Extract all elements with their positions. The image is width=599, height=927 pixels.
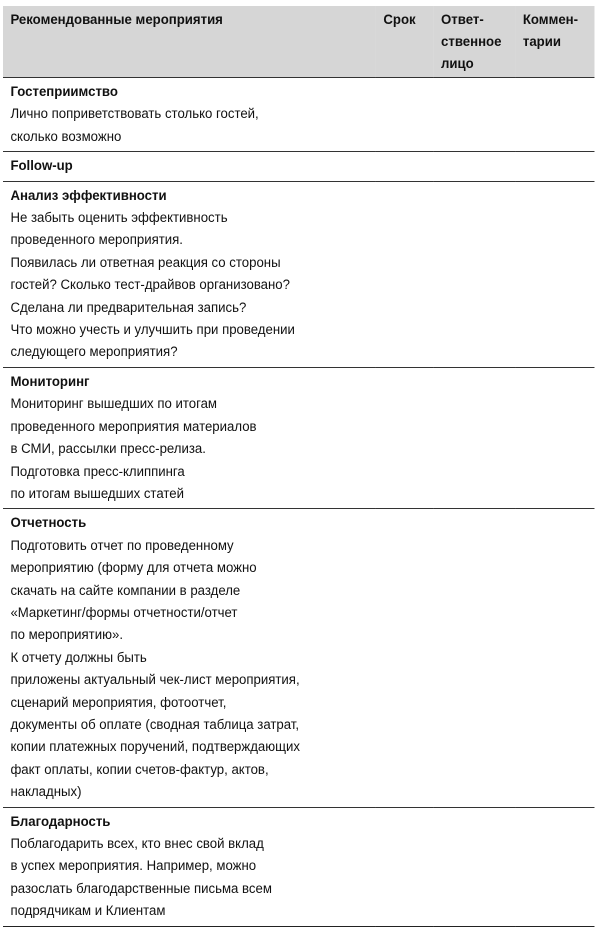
section-text-line: в успех мероприятия. Например, можно bbox=[10, 858, 257, 875]
header-deadline: Срок bbox=[376, 6, 434, 78]
activity-cell bbox=[3, 509, 376, 807]
comments-cell bbox=[515, 367, 594, 508]
table-row bbox=[3, 181, 594, 367]
activity-cell bbox=[3, 807, 376, 926]
deadline-cell bbox=[376, 807, 434, 926]
section-text-line: Не забыть оценить эффективность bbox=[10, 210, 228, 227]
section-text-line: скачать на сайте компании в разделе bbox=[10, 582, 241, 599]
header-row bbox=[3, 6, 594, 78]
activity-cell bbox=[3, 181, 376, 367]
section-text-line: Поблагодарить всех, кто внес свой вклад bbox=[10, 836, 264, 852]
section-text-line: Сделана ли предварительная запись? bbox=[10, 299, 247, 316]
responsible-cell bbox=[434, 181, 516, 367]
section-text-line: разослать благодарственные письма всем bbox=[10, 880, 272, 897]
table-body bbox=[3, 78, 594, 927]
table-row bbox=[3, 78, 594, 152]
deadline-cell bbox=[376, 181, 434, 367]
activity-cell bbox=[3, 78, 376, 152]
header-responsible: Ответ-ственное лицо bbox=[434, 6, 516, 78]
section-text-line: мероприятию (форму для отчета можно bbox=[10, 560, 257, 577]
responsible-cell bbox=[434, 78, 516, 152]
section-title: Анализ эффективности bbox=[10, 187, 167, 204]
section-text-line: сколько возможно bbox=[10, 128, 122, 145]
comments-cell bbox=[515, 509, 594, 807]
table-header bbox=[3, 6, 594, 78]
header-comments: Коммен-тарии bbox=[515, 6, 594, 78]
section-text-line: накладных) bbox=[10, 784, 82, 801]
section-text-line: проведенного мероприятия материалов bbox=[10, 418, 257, 435]
activity-cell bbox=[3, 367, 376, 508]
section-text-line: сценарий мероприятия, фотоотчет, bbox=[10, 694, 227, 711]
header-activity: Рекомендованные мероприятия bbox=[3, 6, 376, 78]
section-text-line: гостей? Сколько тест-драйвов организовано? bbox=[10, 277, 290, 294]
responsible-cell bbox=[434, 807, 516, 926]
section-text-line: приложены актуальный чек-лист мероприятия, bbox=[10, 672, 300, 689]
section-text-line: подрядчикам и Клиентам bbox=[10, 903, 166, 920]
section-text-line: Что можно учесть и улучшить при проведении bbox=[10, 322, 295, 339]
section-text-line: Появилась ли ответная реакция со стороны bbox=[10, 254, 281, 271]
section-text-line: копии платежных поручений, подтверждающих bbox=[10, 739, 300, 756]
comments-cell bbox=[515, 152, 594, 181]
deadline-cell bbox=[376, 509, 434, 807]
section-text-line: «Маркетинг/формы отчетности/отчет bbox=[10, 604, 238, 621]
comments-cell bbox=[515, 181, 594, 367]
section-text-line: Мониторинг вышедших по итогам bbox=[10, 396, 218, 413]
section-text-line: факт оплаты, копии счетов-фактур, актов, bbox=[10, 761, 269, 778]
deadline-cell bbox=[376, 367, 434, 508]
section-text-line: Подготовка пресс-клиппинга bbox=[10, 463, 185, 480]
table-row bbox=[3, 807, 594, 926]
table-row bbox=[3, 152, 594, 181]
section-text-line: К отчету должны быть bbox=[10, 649, 147, 666]
section-text-line: в СМИ, рассылки пресс-релиза. bbox=[10, 441, 206, 458]
comments-cell bbox=[515, 78, 594, 152]
section-text-line: по итогам вышедших статей bbox=[10, 485, 184, 502]
section-title: Follow-up bbox=[10, 158, 73, 175]
section-text-line: документы об оплате (сводная таблица затрат, bbox=[10, 716, 300, 733]
section-text-line: следующего мероприятия? bbox=[10, 344, 178, 361]
deadline-cell bbox=[376, 78, 434, 152]
section-title: Отчетность bbox=[10, 515, 87, 532]
section-text-line: по мероприятию». bbox=[10, 627, 123, 644]
section-title: Гостеприимство bbox=[10, 84, 118, 100]
responsible-cell bbox=[434, 152, 516, 181]
section-text-line: Лично поприветствовать столько гостей, bbox=[10, 106, 259, 123]
table-row bbox=[3, 509, 594, 807]
activity-cell bbox=[3, 152, 376, 181]
comments-cell bbox=[515, 807, 594, 926]
table-row bbox=[3, 367, 594, 508]
responsible-cell bbox=[434, 509, 516, 807]
checklist-table bbox=[3, 6, 594, 927]
section-text-line: Подготовить отчет по проведенному bbox=[10, 537, 234, 554]
deadline-cell bbox=[376, 152, 434, 181]
section-title: Мониторинг bbox=[10, 373, 90, 390]
section-text-line: проведенного мероприятия. bbox=[10, 232, 183, 249]
section-title: Благодарность bbox=[10, 813, 111, 830]
responsible-cell bbox=[434, 367, 516, 508]
